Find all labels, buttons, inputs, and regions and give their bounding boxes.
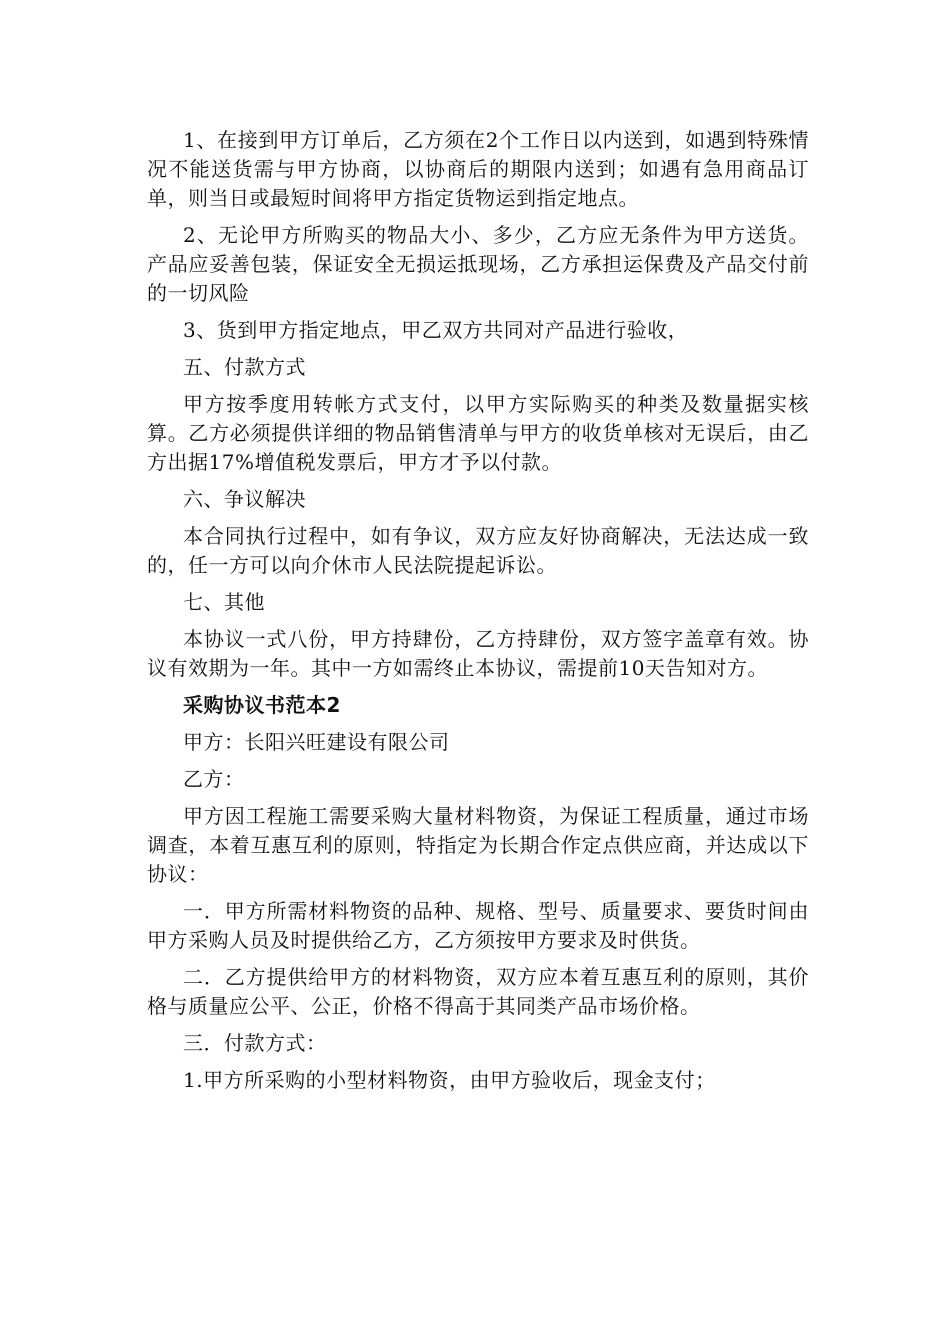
party-a-line: 甲方：长阳兴旺建设有限公司 [183,730,450,754]
paragraph-payment: 甲方按季度用转帐方式支付，以甲方实际购买的种类及数量据实核算。乙方必须提供详细的物品销售清单与甲方的收货单核对无误后，由乙方出据17%增值税发票后，甲方才予以付款。 [147,392,809,474]
document-body [147,126,809,1103]
clause-3-item-1: 1.甲方所采购的小型材料物资，由甲方验收后，现金支付； [183,1068,716,1092]
section-other-heading: 七、其他 [183,590,265,614]
section-dispute-heading: 六、争议解决 [183,487,306,511]
section-title: 采购协议书范本2 [183,693,341,717]
paragraph-delivery-1: 1、在接到甲方订单后，乙方须在2个工作日以内送到，如遇到特殊情况不能送货需与甲方协商，以协商后的期限内送到；如遇有急用商品订单，则当日或最短时间将甲方指定货物运到指定地点。 [147,128,809,210]
paragraph-delivery-2: 2、无论甲方所购买的物品大小、多少，乙方应无条件为甲方送货。产品应妥善包装，保证安全无损运抵现场，乙方承担运保费及产品交付前的一切风险 [147,223,809,305]
section-payment-heading: 五、付款方式 [183,355,306,379]
paragraph-other: 本协议一式八份，甲方持肆份，乙方持肆份，双方签字盖章有效。协议有效期为一年。其中一方如需终止本协议，需提前10天告知对方。 [147,627,809,680]
clause-3-heading: 三．付款方式： [183,1031,327,1055]
paragraph-dispute: 本合同执行过程中，如有争议，双方应友好协商解决，无法达成一致的，任一方可以向介休市人民法院提起诉讼。 [147,524,809,577]
party-b-line: 乙方： [183,767,245,791]
clause-2: 二．乙方提供给甲方的材料物资，双方应本着互惠互利的原则，其价格与质量应公平、公正，价格不得高于其同类产品市场价格。 [147,965,809,1018]
paragraph-delivery-3: 3、货到甲方指定地点，甲乙双方共同对产品进行验收， [183,318,689,342]
clause-1: 一．甲方所需材料物资的品种、规格、型号、质量要求、要货时间由甲方采购人员及时提供给乙方，乙方须按甲方要求及时供货。 [147,899,809,952]
paragraph-intro: 甲方因工程施工需要采购大量材料物资，为保证工程质量，通过市场调查，本着互惠互利的原则，特指定为长期合作定点供应商，并达成以下协议： [147,804,809,886]
